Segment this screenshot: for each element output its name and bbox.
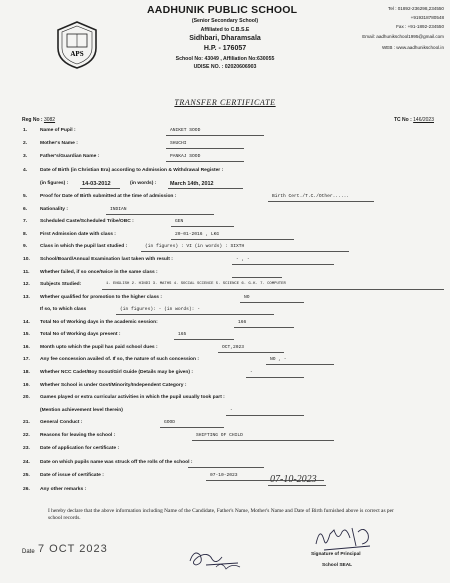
- field-number: 18.: [23, 370, 30, 375]
- field-row: [0, 473, 450, 485]
- field-label: Whether NCC Cadet/Boy Scout/Girl Guide (Details may be given) :: [40, 370, 193, 375]
- field-label: General Conduct :: [40, 420, 83, 425]
- field-row: [0, 154, 450, 166]
- field-row: [0, 232, 450, 244]
- school-subtitle: (Senior Secondary School): [191, 18, 259, 24]
- field-label: Month upto which the pupil has paid school dues :: [40, 345, 158, 350]
- field-value: 1. ENGLISH 2. HINDI 3. MATHS 4. SOCIAL SCIENCE 5. SCIENCE 6. G.K. 7. COMPUTER: [106, 282, 286, 286]
- field-value: SHIFTING OF CHILD: [196, 433, 243, 438]
- field-row: [0, 420, 450, 432]
- field-row: [0, 141, 450, 153]
- field-value: (in figures) : VI (in words) : SIXTH: [145, 244, 245, 249]
- field-number: 15.: [23, 332, 30, 337]
- field-value: -: [230, 408, 233, 413]
- field-number: 12.: [23, 282, 30, 287]
- contact-fax: Fax : +91-1892-234550: [396, 24, 444, 29]
- field-label: Any other remarks :: [40, 487, 87, 492]
- field-number: 26.: [23, 487, 30, 492]
- field-value: PANKAJ SOOD: [170, 154, 201, 159]
- struck-off-date-handwritten: 07-10-2023: [270, 474, 317, 485]
- field-row: [0, 446, 450, 458]
- field-label: Name of Pupil :: [40, 128, 76, 133]
- field-number: 5.: [23, 194, 28, 199]
- school-crest-logo: [54, 20, 100, 70]
- field-label: (Mention achievement level therein): [40, 408, 123, 413]
- field-label: Proof for Date of Birth submitted at the time of admission :: [40, 194, 177, 199]
- field-row: [0, 460, 450, 472]
- field-row: [0, 357, 450, 369]
- field-row: [0, 487, 450, 499]
- field-number: 21.: [23, 420, 30, 425]
- field-value: 07-10-2023: [210, 473, 238, 478]
- field-value: - , -: [236, 257, 250, 262]
- tc-number: TC No : 146/2023: [393, 117, 434, 123]
- field-row: [0, 128, 450, 140]
- contact-tel: Tel : 01892-236298,234550: [388, 6, 444, 11]
- field-number: 16.: [23, 345, 30, 350]
- field-number: 10.: [23, 257, 30, 262]
- field-number: 11.: [23, 270, 30, 275]
- field-number: 6.: [23, 207, 28, 212]
- field-label: Total No of Working days in the academic session:: [40, 320, 158, 325]
- school-town: Sidhbari, Dharamsala: [189, 35, 261, 42]
- field-number: 20.: [23, 395, 30, 400]
- field-row: [0, 207, 450, 219]
- field-label: Date of issue of certificate :: [40, 473, 104, 478]
- field-number: 2.: [23, 141, 28, 146]
- field-row: [0, 395, 450, 407]
- field-row: [0, 282, 450, 294]
- school-state-pin: H.P. - 176057: [203, 45, 247, 52]
- field-value: OCT,2023: [222, 345, 245, 350]
- field-number: 23.: [23, 446, 30, 451]
- field-row: [0, 370, 450, 382]
- field-row: [0, 320, 450, 332]
- field-label: Whether qualified for promotion to the higher class :: [40, 295, 162, 300]
- field-row: [0, 244, 450, 256]
- field-label: First Admission date with class :: [40, 232, 116, 237]
- field-row: [0, 408, 450, 420]
- clerk-signature: [186, 543, 248, 573]
- field-value: GEN: [175, 219, 184, 224]
- field-label: Any fee concession availed of. If so, the nature of such concession :: [40, 357, 199, 362]
- reg-number: Reg No : 3082: [22, 117, 56, 123]
- certificate-title: TRANSFER CERTIFICATE: [174, 98, 276, 107]
- field-value: NO: [244, 295, 250, 300]
- field-label: Total No of Working days present :: [40, 332, 121, 337]
- field-number: 3.: [23, 154, 28, 159]
- field-row: [0, 219, 450, 231]
- field-number: 14.: [23, 320, 30, 325]
- declaration-text: I hereby declare that the above information including Name of the Candidate, Father's Name, Mother's Name and Date of Birth furnished above is correct as per school records.: [48, 508, 394, 521]
- date-label: Date: [22, 549, 35, 555]
- field-label: Date of Birth (in Christian Era) according to Admission & Withdrawal Register :: [40, 168, 224, 173]
- field-value: INDIAN: [110, 207, 127, 212]
- field-row: [0, 383, 450, 395]
- date-stamp: 7 OCT 2023: [38, 543, 108, 555]
- field-value: -: [250, 370, 253, 375]
- field-label: Scheduled Caste/Scheduled Tribe/OBC :: [40, 219, 134, 224]
- field-row: [0, 345, 450, 357]
- field-value: 20-01-2016 , LKG: [175, 232, 220, 237]
- field-value: 165: [178, 332, 187, 337]
- field-label: Games played or extra curricular activities in which the pupil usually took part :: [40, 395, 225, 400]
- field-number: 8.: [23, 232, 28, 237]
- contact-web: WEB : www.aadhunikschool.in: [381, 45, 444, 50]
- school-udise: UDISE NO. : 02020606903: [193, 64, 257, 70]
- school-name: AADHUNIK PUBLIC SCHOOL: [147, 4, 298, 16]
- field-value: GOOD: [164, 420, 176, 425]
- field-row: [0, 332, 450, 344]
- field-number: 24.: [23, 460, 30, 465]
- field-label: Nationality :: [40, 207, 68, 212]
- field-label: Subjects Studied:: [40, 282, 82, 287]
- field-label: Class in which the pupil last studied :: [40, 244, 128, 249]
- field-number: 19.: [23, 383, 30, 388]
- field-number: 1.: [23, 128, 28, 133]
- field-label: Date of application for certificate :: [40, 446, 120, 451]
- field-number: 7.: [23, 219, 28, 224]
- school-affiliation: Affiliated to C.B.S.E: [200, 27, 250, 33]
- school-number: School No: 43049 , Affiliation No:630055: [175, 56, 275, 62]
- field-row: [0, 295, 450, 307]
- field-value: NO , -: [270, 357, 287, 362]
- field-number: 25.: [23, 473, 30, 478]
- field-row: [0, 194, 450, 206]
- field-number: 9.: [23, 244, 28, 249]
- field-row: [0, 307, 450, 319]
- field-label: If so, to which class: [40, 307, 87, 312]
- field-label: School/Board/Annual Examination last taken with result :: [40, 257, 173, 262]
- principal-signature: [310, 520, 380, 554]
- field-label: Reasons for leaving the school :: [40, 433, 116, 438]
- field-number: 17.: [23, 357, 30, 362]
- field-number: 13.: [23, 295, 30, 300]
- field-row: [0, 168, 450, 180]
- school-seal-label: School SEAL: [322, 563, 353, 568]
- principal-signature-label: Signature of Principal: [311, 552, 361, 557]
- dob-detail: (in figures) : 14-03-2012 (in words) : March 14th, 2012: [0, 181, 450, 193]
- field-label: Whether School is under Govt/Minority/Independent Category :: [40, 383, 187, 388]
- field-row: [0, 257, 450, 269]
- field-value: 166: [238, 320, 247, 325]
- field-label: Mother's Name :: [40, 141, 78, 146]
- field-number: 22.: [23, 433, 30, 438]
- field-label: Father's/Guardian Name :: [40, 154, 100, 159]
- field-value: Birth Cert./T.C./Other......: [272, 194, 350, 199]
- field-number: 4.: [23, 168, 28, 173]
- contact-mobile: +919318780548: [410, 15, 444, 20]
- field-label: Whether failed, if so once/twice in the same class :: [40, 270, 158, 275]
- field-value: (in figures): - (in words): -: [120, 307, 200, 312]
- field-label: Date on which pupils name was struck off the rolls of the school :: [40, 460, 193, 465]
- field-value: SHUCHI: [170, 141, 187, 146]
- svg-text:APS: APS: [70, 50, 84, 58]
- contact-email: Email: aadhunikschool1995@gmail.com: [362, 34, 444, 39]
- field-row: [0, 433, 450, 445]
- field-row: [0, 270, 450, 282]
- field-value: ANIKET SOOD: [170, 128, 201, 133]
